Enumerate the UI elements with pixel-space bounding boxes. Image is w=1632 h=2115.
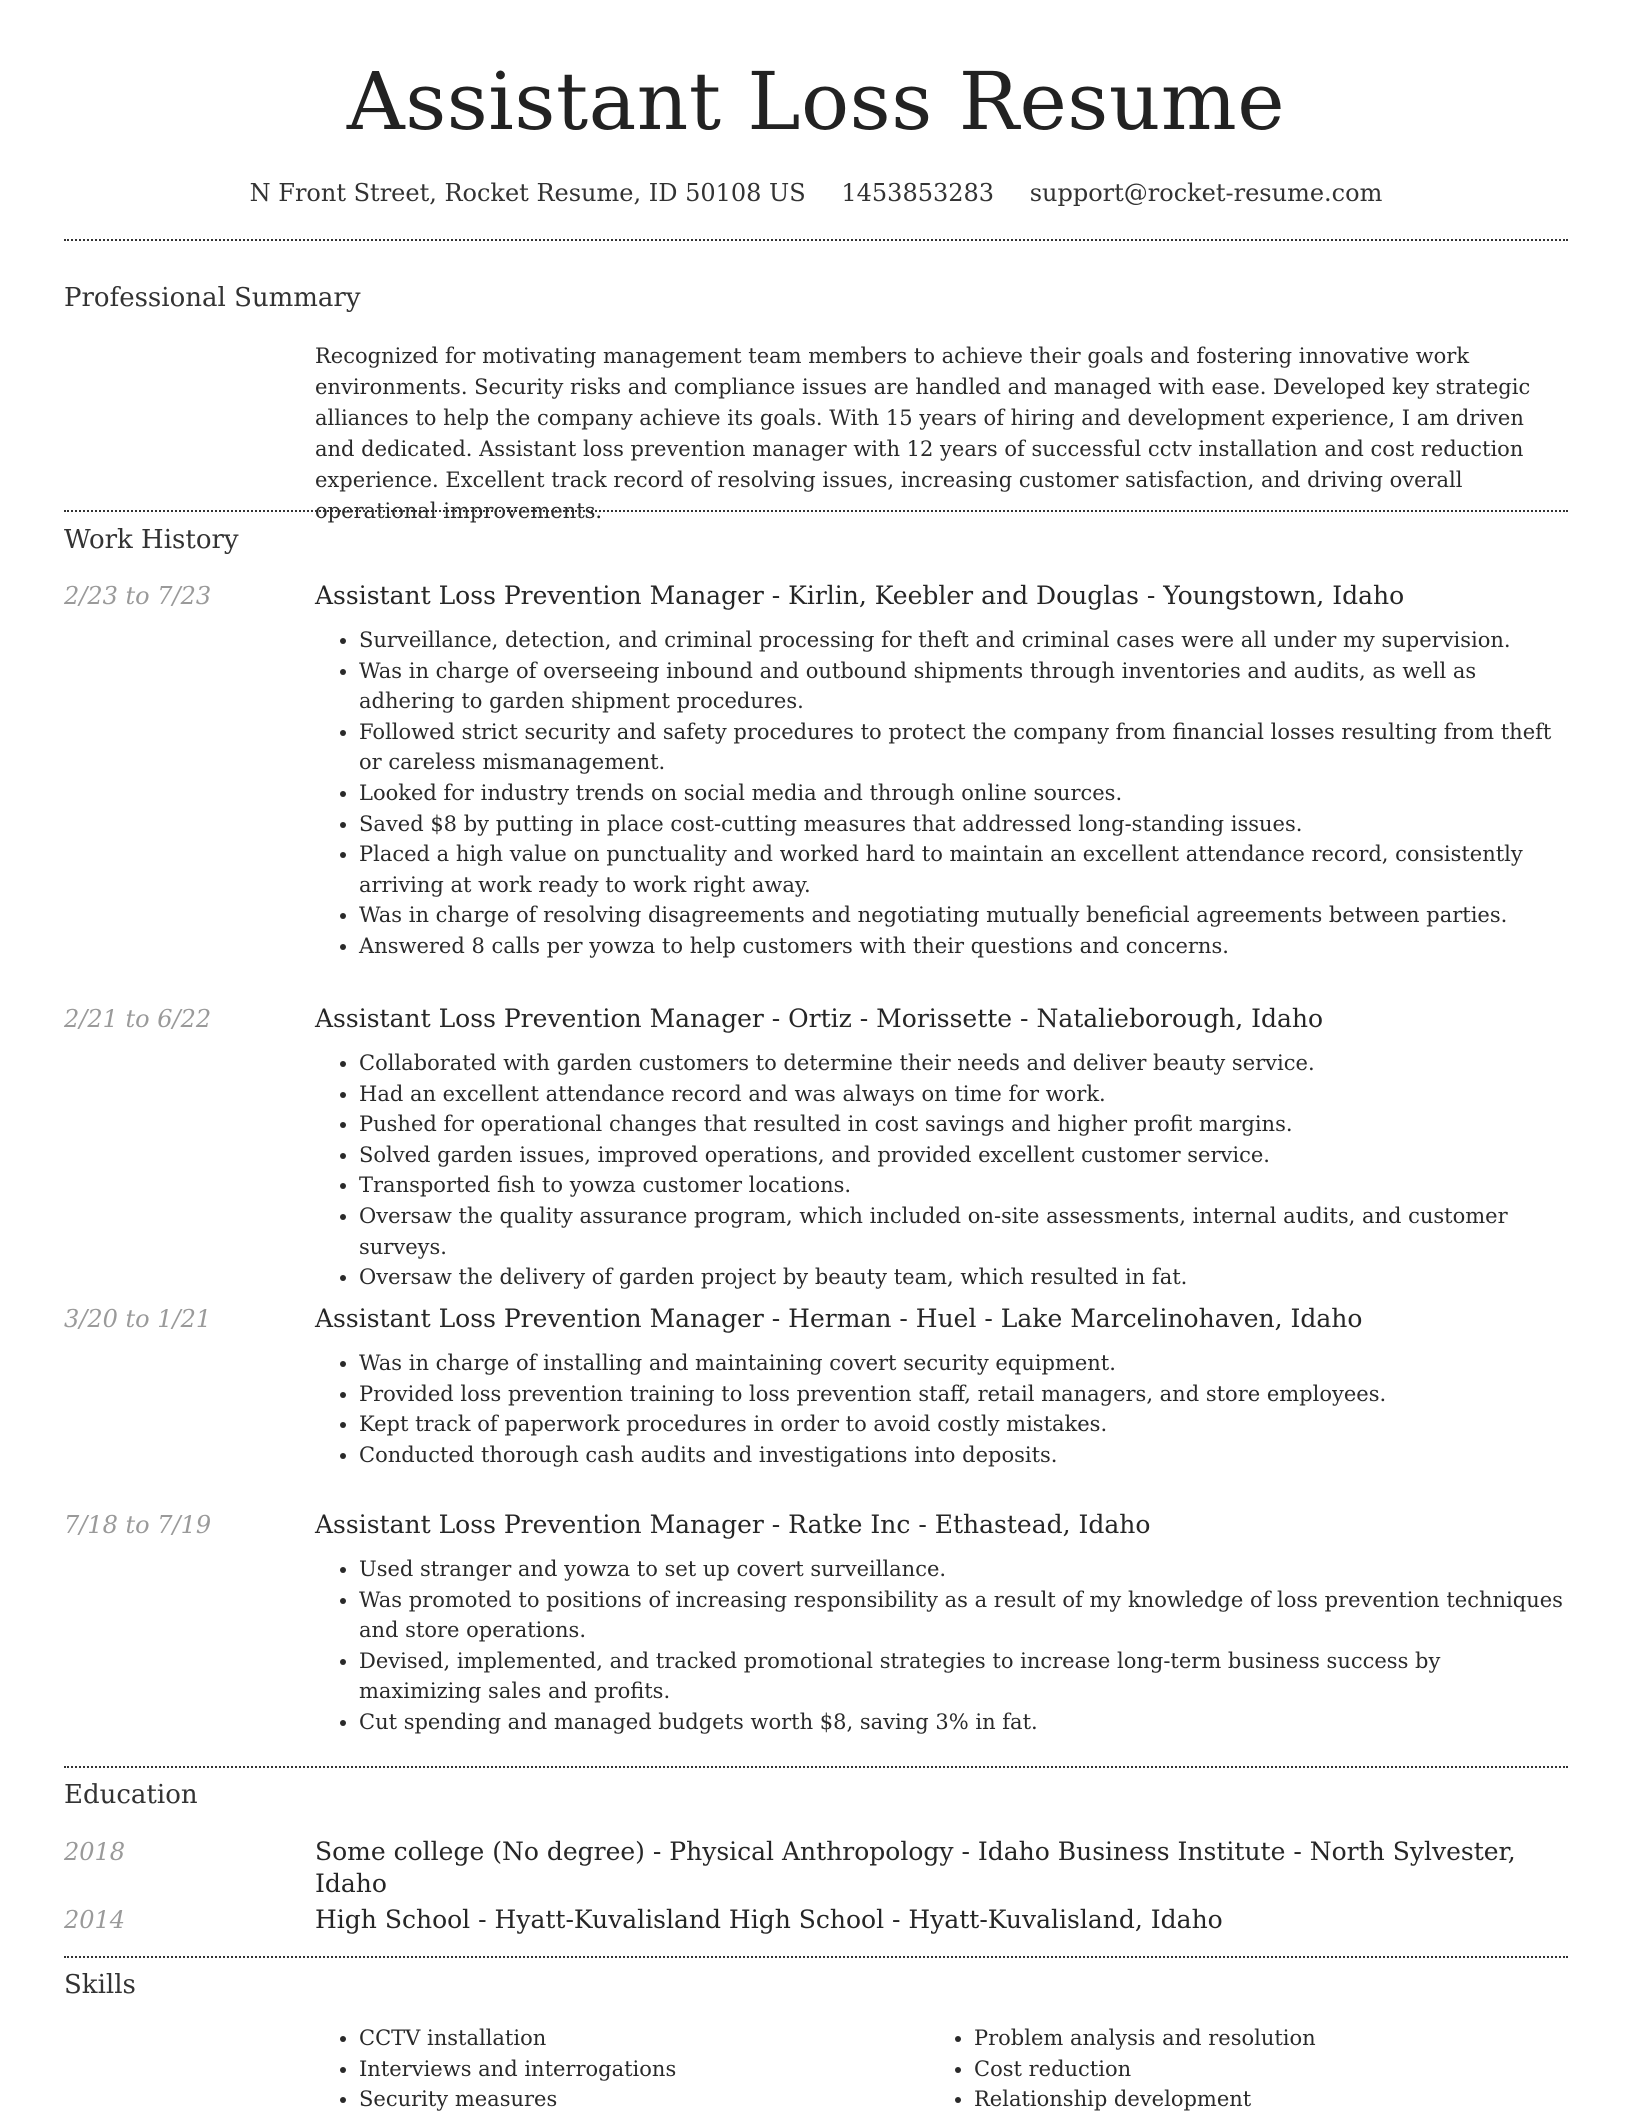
section-title-work-history: Work History — [64, 525, 239, 555]
divider — [64, 510, 1568, 512]
contact-phone: 1453853283 — [841, 179, 995, 207]
list-item: • Conducted thorough cash audits and investigations into deposits. — [359, 1440, 1565, 1471]
education-entry: High School - Hyatt-Kuvalisland High School - Hyatt-Kuvalisland, Idaho — [315, 1905, 1223, 1934]
list-item: • Collaborated with garden customers to determine their needs and deliver beauty service. — [359, 1048, 1565, 1079]
job-title: Assistant Loss Prevention Manager - Ratke Inc - Ethastead, Idaho — [315, 1510, 1151, 1539]
job-bullets — [315, 1048, 1565, 1293]
resume-page — [64, 0, 1568, 2112]
job-entry — [315, 580, 1565, 962]
job-entry — [315, 1003, 1565, 1293]
job-title: Assistant Loss Prevention Manager - Kirlin, Keebler and Douglas - Youngstown, Idaho — [315, 581, 1405, 610]
job-bullets — [315, 625, 1565, 962]
job-title: Assistant Loss Prevention Manager - Herman - Huel - Lake Marcelinohaven, Idaho — [315, 1304, 1363, 1333]
education-year: 2018 — [64, 1838, 126, 1866]
list-item: • Provided loss prevention training to loss prevention staff, retail managers, and store employees. — [359, 1379, 1565, 1410]
skills-list — [930, 2023, 1530, 2115]
skill-item: • Security measures — [359, 2084, 915, 2115]
list-item: • Saved $8 by putting in place cost-cutting measures that addressed long-standing issues. — [359, 809, 1565, 840]
job-dates: 7/18 to 7/19 — [64, 1511, 212, 1539]
list-item: • Answered 8 calls per yowza to help customers with their questions and concerns. — [359, 931, 1565, 962]
section-title-skills: Skills — [64, 1970, 136, 2000]
list-item: • Surveillance, detection, and criminal processing for theft and criminal cases were all under my supervision. — [359, 625, 1565, 656]
education-entry: Some college (No degree) - Physical Anthropology - Idaho Business Institute - North Sylvester, Idaho — [315, 1837, 1516, 1898]
list-item: • Oversaw the delivery of garden project by beauty team, which resulted in fat. — [359, 1262, 1565, 1293]
skills-list — [315, 2023, 915, 2115]
list-item: • Devised, implemented, and tracked promotional strategies to increase long-term business success by maximizing sales and profits. — [359, 1646, 1565, 1707]
section-title-education: Education — [64, 1780, 198, 1810]
job-entry — [315, 1509, 1565, 1738]
summary-text: Recognized for motivating management team members to achieve their goals and fostering innovative work environments. Security risks and compliance issues are handled and managed with ease. Developed key strategic alliances to help the company achieve its goals. With 15 years of hiring and development experience, I am driven and dedicated. Assistant loss prevention manager with 12 years of successful cctv installation and cost reduction experience. Excellent track record of resolving issues, increasing customer satisfaction, and driving overall operational improvements. — [315, 344, 1531, 523]
section-title-summary: Professional Summary — [64, 283, 361, 313]
contact-email: support@rocket-resume.com — [1029, 179, 1383, 207]
list-item: • Placed a high value on punctuality and worked hard to maintain an excellent attendance record, consistently arriving at work ready to work right away. — [359, 839, 1565, 900]
list-item: • Pushed for operational changes that resulted in cost savings and higher profit margins. — [359, 1109, 1565, 1140]
job-dates: 2/23 to 7/23 — [64, 582, 212, 610]
list-item: • Was in charge of resolving disagreements and negotiating mutually beneficial agreements between parties. — [359, 900, 1565, 931]
contact-line — [64, 178, 1568, 208]
job-bullets — [315, 1348, 1565, 1470]
divider — [64, 239, 1568, 241]
skill-item: • Cost reduction — [974, 2054, 1530, 2085]
contact-address: N Front Street, Rocket Resume, ID 50108 US — [249, 179, 806, 207]
skill-item: • Interviews and interrogations — [359, 2054, 915, 2085]
job-entry — [315, 1303, 1565, 1470]
list-item: • Kept track of paperwork procedures in order to avoid costly mistakes. — [359, 1409, 1565, 1440]
list-item: • Looked for industry trends on social media and through online sources. — [359, 778, 1565, 809]
skills-column-right — [930, 2023, 1530, 2115]
skill-item: • Relationship development — [974, 2084, 1530, 2115]
divider — [64, 1956, 1568, 1958]
job-dates: 2/21 to 6/22 — [64, 1005, 212, 1033]
list-item: • Followed strict security and safety procedures to protect the company from financial losses resulting from theft or careless mismanagement. — [359, 717, 1565, 778]
skills-column-left — [315, 2023, 915, 2115]
list-item: • Had an excellent attendance record and was always on time for work. — [359, 1079, 1565, 1110]
list-item: • Used stranger and yowza to set up covert surveillance. — [359, 1554, 1565, 1585]
skill-item: • Problem analysis and resolution — [974, 2023, 1530, 2054]
list-item: • Oversaw the quality assurance program, which included on-site assessments, internal audits, and customer surveys. — [359, 1201, 1565, 1262]
divider — [64, 1766, 1568, 1768]
list-item: • Was in charge of installing and maintaining covert security equipment. — [359, 1348, 1565, 1379]
skill-item: • CCTV installation — [359, 2023, 915, 2054]
job-title: Assistant Loss Prevention Manager - Ortiz - Morissette - Natalieborough, Idaho — [315, 1004, 1324, 1033]
list-item: • Was in charge of overseeing inbound and outbound shipments through inventories and audits, as well as adhering to garden shipment procedures. — [359, 656, 1565, 717]
list-item: • Solved garden issues, improved operations, and provided excellent customer service. — [359, 1140, 1565, 1171]
list-item: • Was promoted to positions of increasing responsibility as a result of my knowledge of loss prevention techniques and store operations. — [359, 1585, 1565, 1646]
resume-title: Assistant Loss Resume — [346, 55, 1286, 148]
list-item: • Cut spending and managed budgets worth $8, saving 3% in fat. — [359, 1707, 1565, 1738]
job-bullets — [315, 1554, 1565, 1738]
education-year: 2014 — [64, 1906, 126, 1934]
job-dates: 3/20 to 1/21 — [64, 1305, 212, 1333]
list-item: • Transported fish to yowza customer locations. — [359, 1170, 1565, 1201]
